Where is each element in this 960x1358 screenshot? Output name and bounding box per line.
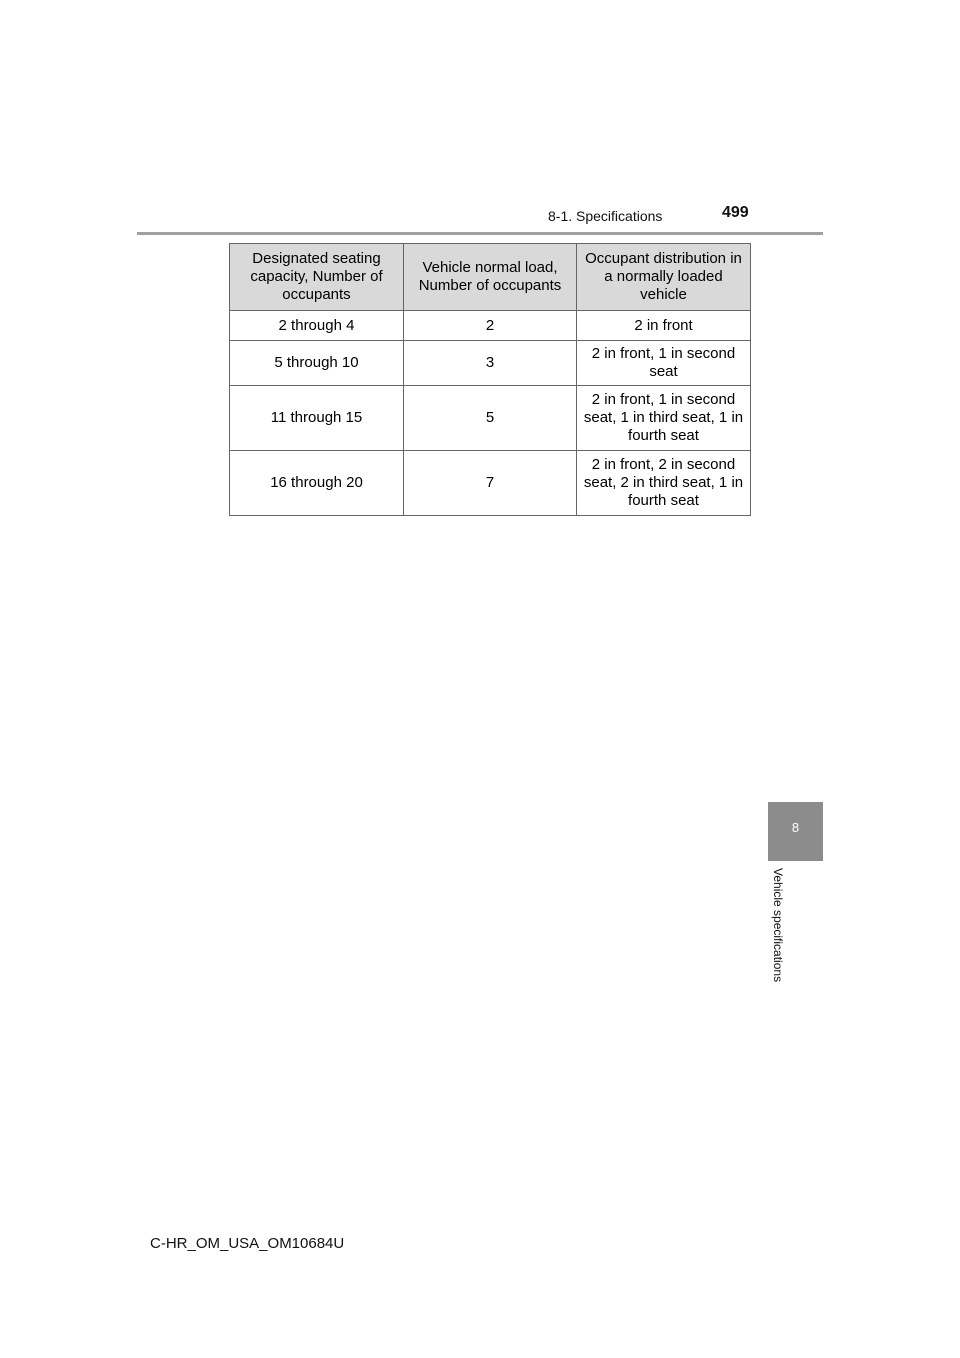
occupant-distribution-table [229,243,751,516]
table-row [230,451,751,516]
column-header-seating-capacity: Designated seating capacity, Number of occupants [230,244,404,311]
chapter-tab [768,802,823,861]
column-header-occupant-distribution: Occupant distribution in a normally loaded vehicle [577,244,751,311]
cell-occupant-distribution: 2 in front, 1 in second seat, 1 in third seat, 1 in fourth seat [577,386,751,451]
section-title: 8-1. Specifications [548,208,663,224]
cell-seating-capacity: 16 through 20 [230,451,404,516]
cell-seating-capacity: 11 through 15 [230,386,404,451]
cell-occupant-distribution: 2 in front, 2 in second seat, 2 in third seat, 1 in fourth seat [577,451,751,516]
cell-normal-load: 5 [404,386,577,451]
chapter-number: 8 [791,820,800,835]
page-number: 499 [722,204,749,221]
header-divider [137,232,823,235]
column-header-normal-load: Vehicle normal load, Number of occupants [404,244,577,311]
cell-occupant-distribution: 2 in front [577,311,751,341]
table-header-row [230,244,751,311]
table-row [230,341,751,386]
cell-normal-load: 3 [404,341,577,386]
cell-normal-load: 7 [404,451,577,516]
chapter-label: Vehicle specifications [771,868,785,983]
table-row [230,311,751,341]
cell-occupant-distribution: 2 in front, 1 in second seat [577,341,751,386]
cell-seating-capacity: 5 through 10 [230,341,404,386]
chapter-label-container [771,868,793,1008]
table-row [230,386,751,451]
cell-seating-capacity: 2 through 4 [230,311,404,341]
document-code: C-HR_OM_USA_OM10684U [150,1235,345,1252]
cell-normal-load: 2 [404,311,577,341]
